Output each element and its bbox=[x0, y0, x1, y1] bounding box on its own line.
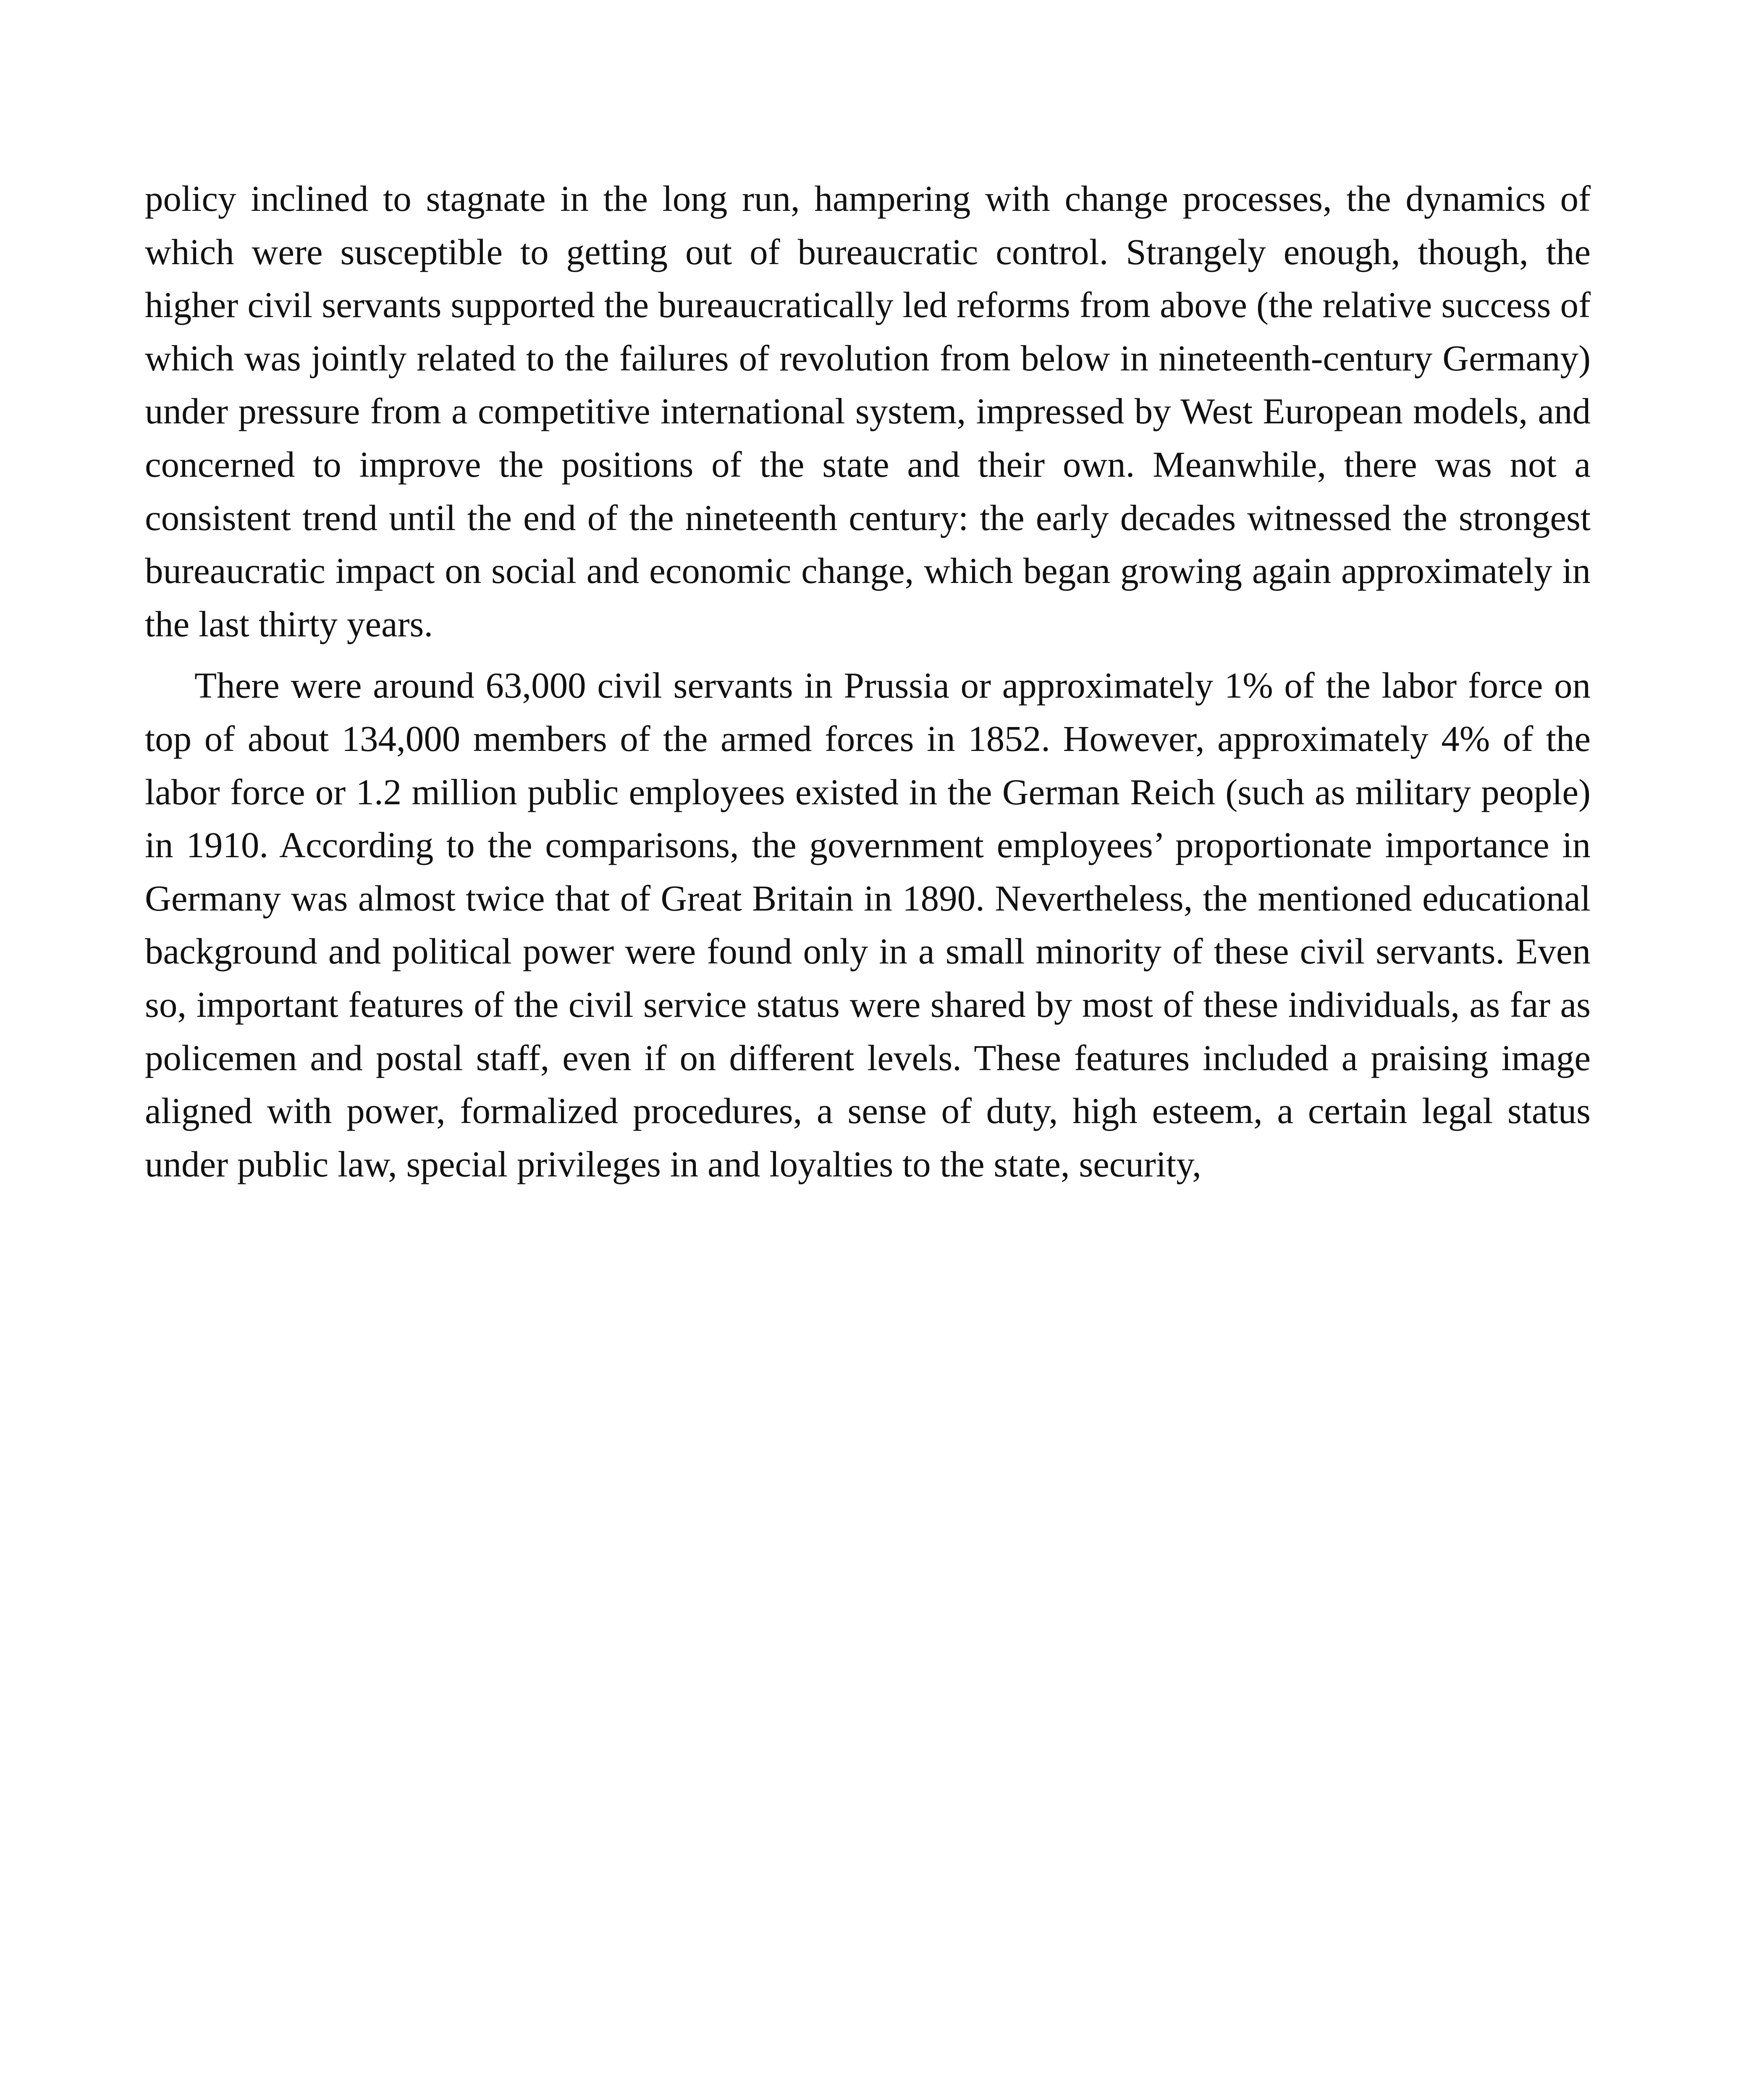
body-text bbox=[145, 172, 1591, 1191]
paragraph-civil-servants: There were around 63,000 civil servants in Prussia or approximately 1% of the labor force on top of about 134,000 members of the armed forces in 1852. However, approximately 4% of the labor force or 1.2 million public employees existed in the German Reich (such as military people) in 1910. According to the comparisons, the government employees’ proportionate importance in Germany was almost twice that of Great Britain in 1890. Nevertheless, the mentioned educational background and political power were found only in a small minority of these civil servants. Even so, important features of the civil service status were shared by most of these individuals, as far as policemen and postal staff, even if on different levels. These features included a praising image aligned with power, formalized procedures, a sense of duty, high esteem, a certain legal status under public law, special privileges in and loyalties to the state, security, bbox=[145, 665, 1591, 1184]
paragraph-continuation: policy inclined to stagnate in the long run, hampering with change processes, the dynamics of which were susceptible to getting out of bureaucratic control. Strangely enough, though, the higher civil servants supported the bureaucratically led reforms from above (the relative success of which was jointly related to the failures of revolution from below in nineteenth-century Germany) under pressure from a competitive international system, impressed by West European models, and concerned to improve the positions of the state and their own. Meanwhile, there was not a consistent trend until the end of the nineteenth century: the early decades witnessed the strongest bureaucratic impact on social and economic change, which began growing again approximately in the last thirty years. bbox=[145, 178, 1591, 644]
